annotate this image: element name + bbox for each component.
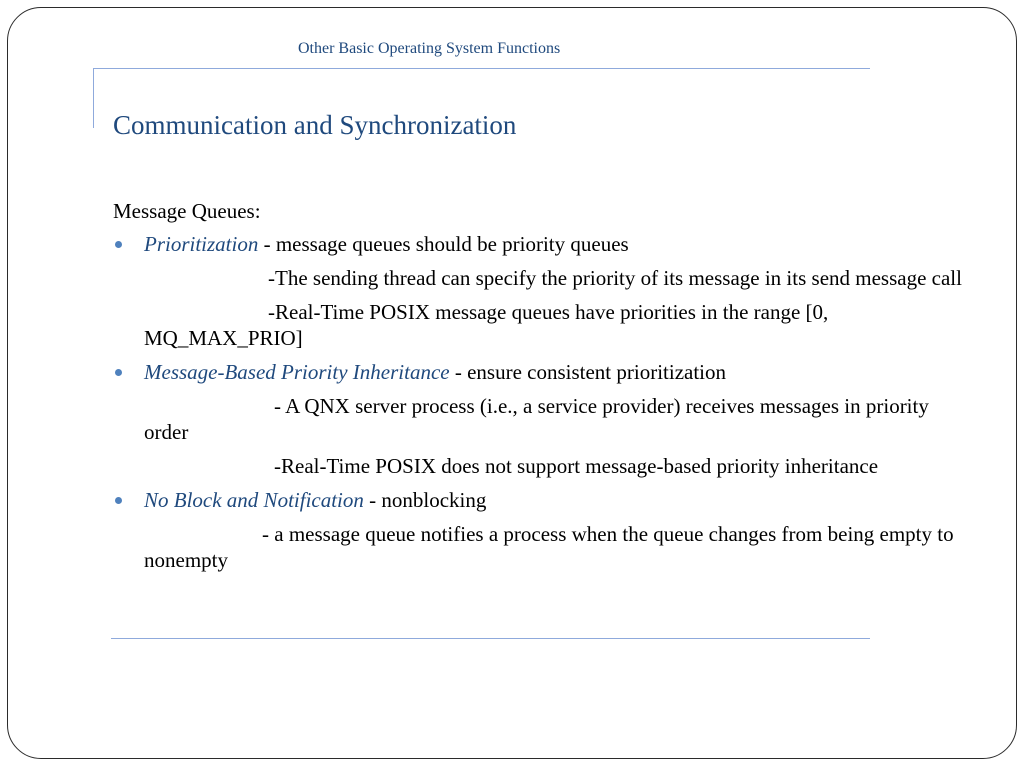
slide-header: Other Basic Operating System Functions (298, 40, 561, 57)
slide-title: Communication and Synchronization (113, 110, 517, 140)
bullet-priority-inheritance (113, 359, 963, 385)
sub-point-text: - a message queue notifies a process when the queue changes from being empty to nonempty (144, 522, 954, 572)
sub-point (113, 453, 963, 479)
bullet-term: Message-Based Priority Inheritance (144, 360, 450, 384)
footer-rule (111, 638, 870, 639)
bullet-text: - message queues should be priority queues (258, 232, 629, 256)
bullet-text: - nonblocking (363, 488, 487, 512)
bullet-dot-icon (115, 369, 122, 376)
section-intro: Message Queues: (113, 199, 261, 223)
sub-point (113, 265, 963, 291)
bullet-term: Prioritization (144, 232, 259, 256)
sub-point-text: - A QNX server process (i.e., a service provider) receives messages in priority order (144, 394, 929, 444)
sub-point-text: -Real-Time POSIX message queues have priorities in the range [0, MQ_MAX_PRIO] (144, 300, 829, 350)
sub-point (113, 299, 963, 351)
bullet-dot-icon (115, 497, 122, 504)
bullet-no-block (113, 487, 963, 513)
bullet-term: No Block and Notification (144, 488, 364, 512)
sub-point (113, 521, 963, 573)
sub-point (113, 393, 963, 445)
header-rule-vertical (93, 68, 94, 128)
slide-content (113, 198, 963, 581)
bullet-prioritization (113, 231, 963, 257)
sub-point-text: -Real-Time POSIX does not support message-based priority inheritance (274, 454, 879, 478)
sub-point-text: -The sending thread can specify the priority of its message in its send message call (268, 266, 962, 290)
header-rule (93, 68, 870, 69)
bullet-text: - ensure consistent prioritization (449, 360, 727, 384)
bullet-dot-icon (115, 241, 122, 248)
